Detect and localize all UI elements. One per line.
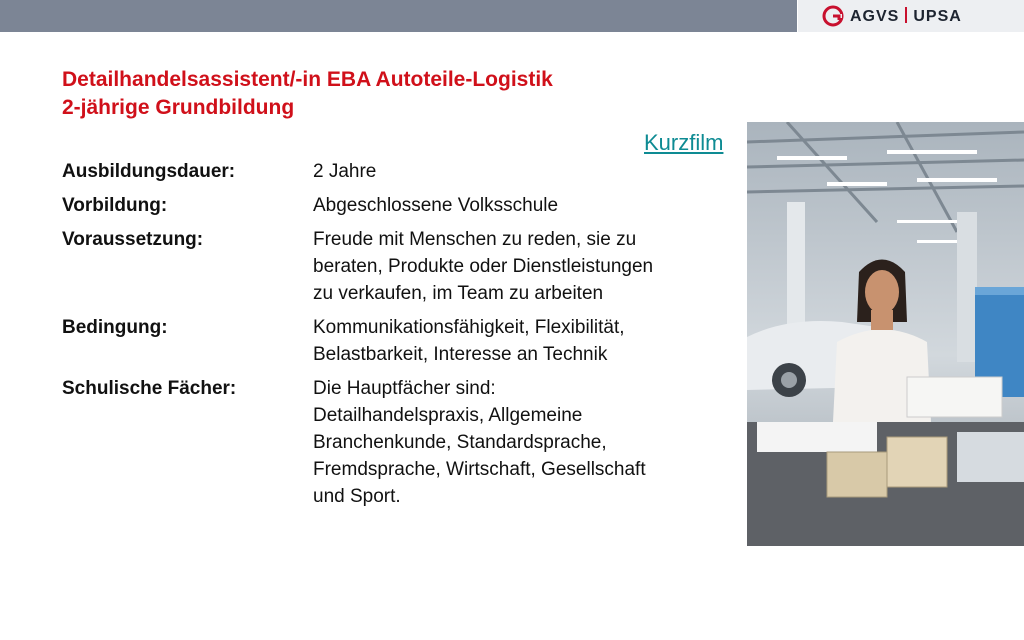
workshop-illustration [747, 122, 1024, 546]
info-row [62, 375, 742, 510]
row-label: Vorbildung: [62, 195, 168, 216]
row-value-line: Belastbarkeit, Interesse an Technik [313, 344, 608, 365]
row-value [313, 375, 733, 510]
agvs-upsa-logo [798, 0, 1024, 32]
row-value-line: 2 Jahre [313, 161, 377, 182]
row-value [313, 314, 733, 368]
agvs-logo-icon [822, 5, 844, 27]
workshop-photo [747, 122, 1024, 546]
row-value-line: Die Hauptfächer sind: [313, 378, 496, 399]
header-bar [0, 0, 797, 32]
info-row [62, 192, 742, 219]
row-value [313, 192, 733, 219]
row-value [313, 158, 733, 185]
logo-text [850, 7, 962, 26]
info-table [62, 158, 742, 517]
row-value-line: Freude mit Menschen zu reden, sie zu [313, 229, 637, 250]
row-value [313, 226, 733, 307]
title-line-2: 2-jährige Grundbildung [62, 96, 295, 119]
info-row [62, 226, 742, 307]
page-title [62, 66, 553, 122]
row-label: Bedingung: [62, 317, 168, 338]
row-value-line: zu verkaufen, im Team zu arbeiten [313, 283, 604, 304]
logo-text-left: AGVS [850, 8, 900, 25]
info-row [62, 314, 742, 368]
row-value-line: Kommunikationsfähigkeit, Flexibilität, [313, 317, 625, 338]
row-value-line: und Sport. [313, 486, 401, 507]
row-value-line: Abgeschlossene Volksschule [313, 195, 559, 216]
info-row [62, 158, 742, 185]
title-line-1: Detailhandelsassistent/-in EBA Autoteile-Logistik [62, 68, 553, 91]
row-label: Ausbildungsdauer: [62, 161, 236, 182]
row-value-line: beraten, Produkte oder Dienstleistungen [313, 256, 654, 277]
logo-text-right: UPSA [913, 8, 962, 25]
row-label: Voraussetzung: [62, 229, 204, 250]
kurzfilm-link[interactable]: Kurzfilm [644, 130, 724, 155]
row-value-line: Detailhandelspraxis, Allgemeine [313, 405, 583, 426]
row-value-line: Branchenkunde, Standardsprache, [313, 432, 607, 453]
logo-separator [905, 7, 907, 23]
row-value-line: Fremdsprache, Wirtschaft, Gesellschaft [313, 459, 646, 480]
row-label: Schulische Fächer: [62, 378, 237, 399]
